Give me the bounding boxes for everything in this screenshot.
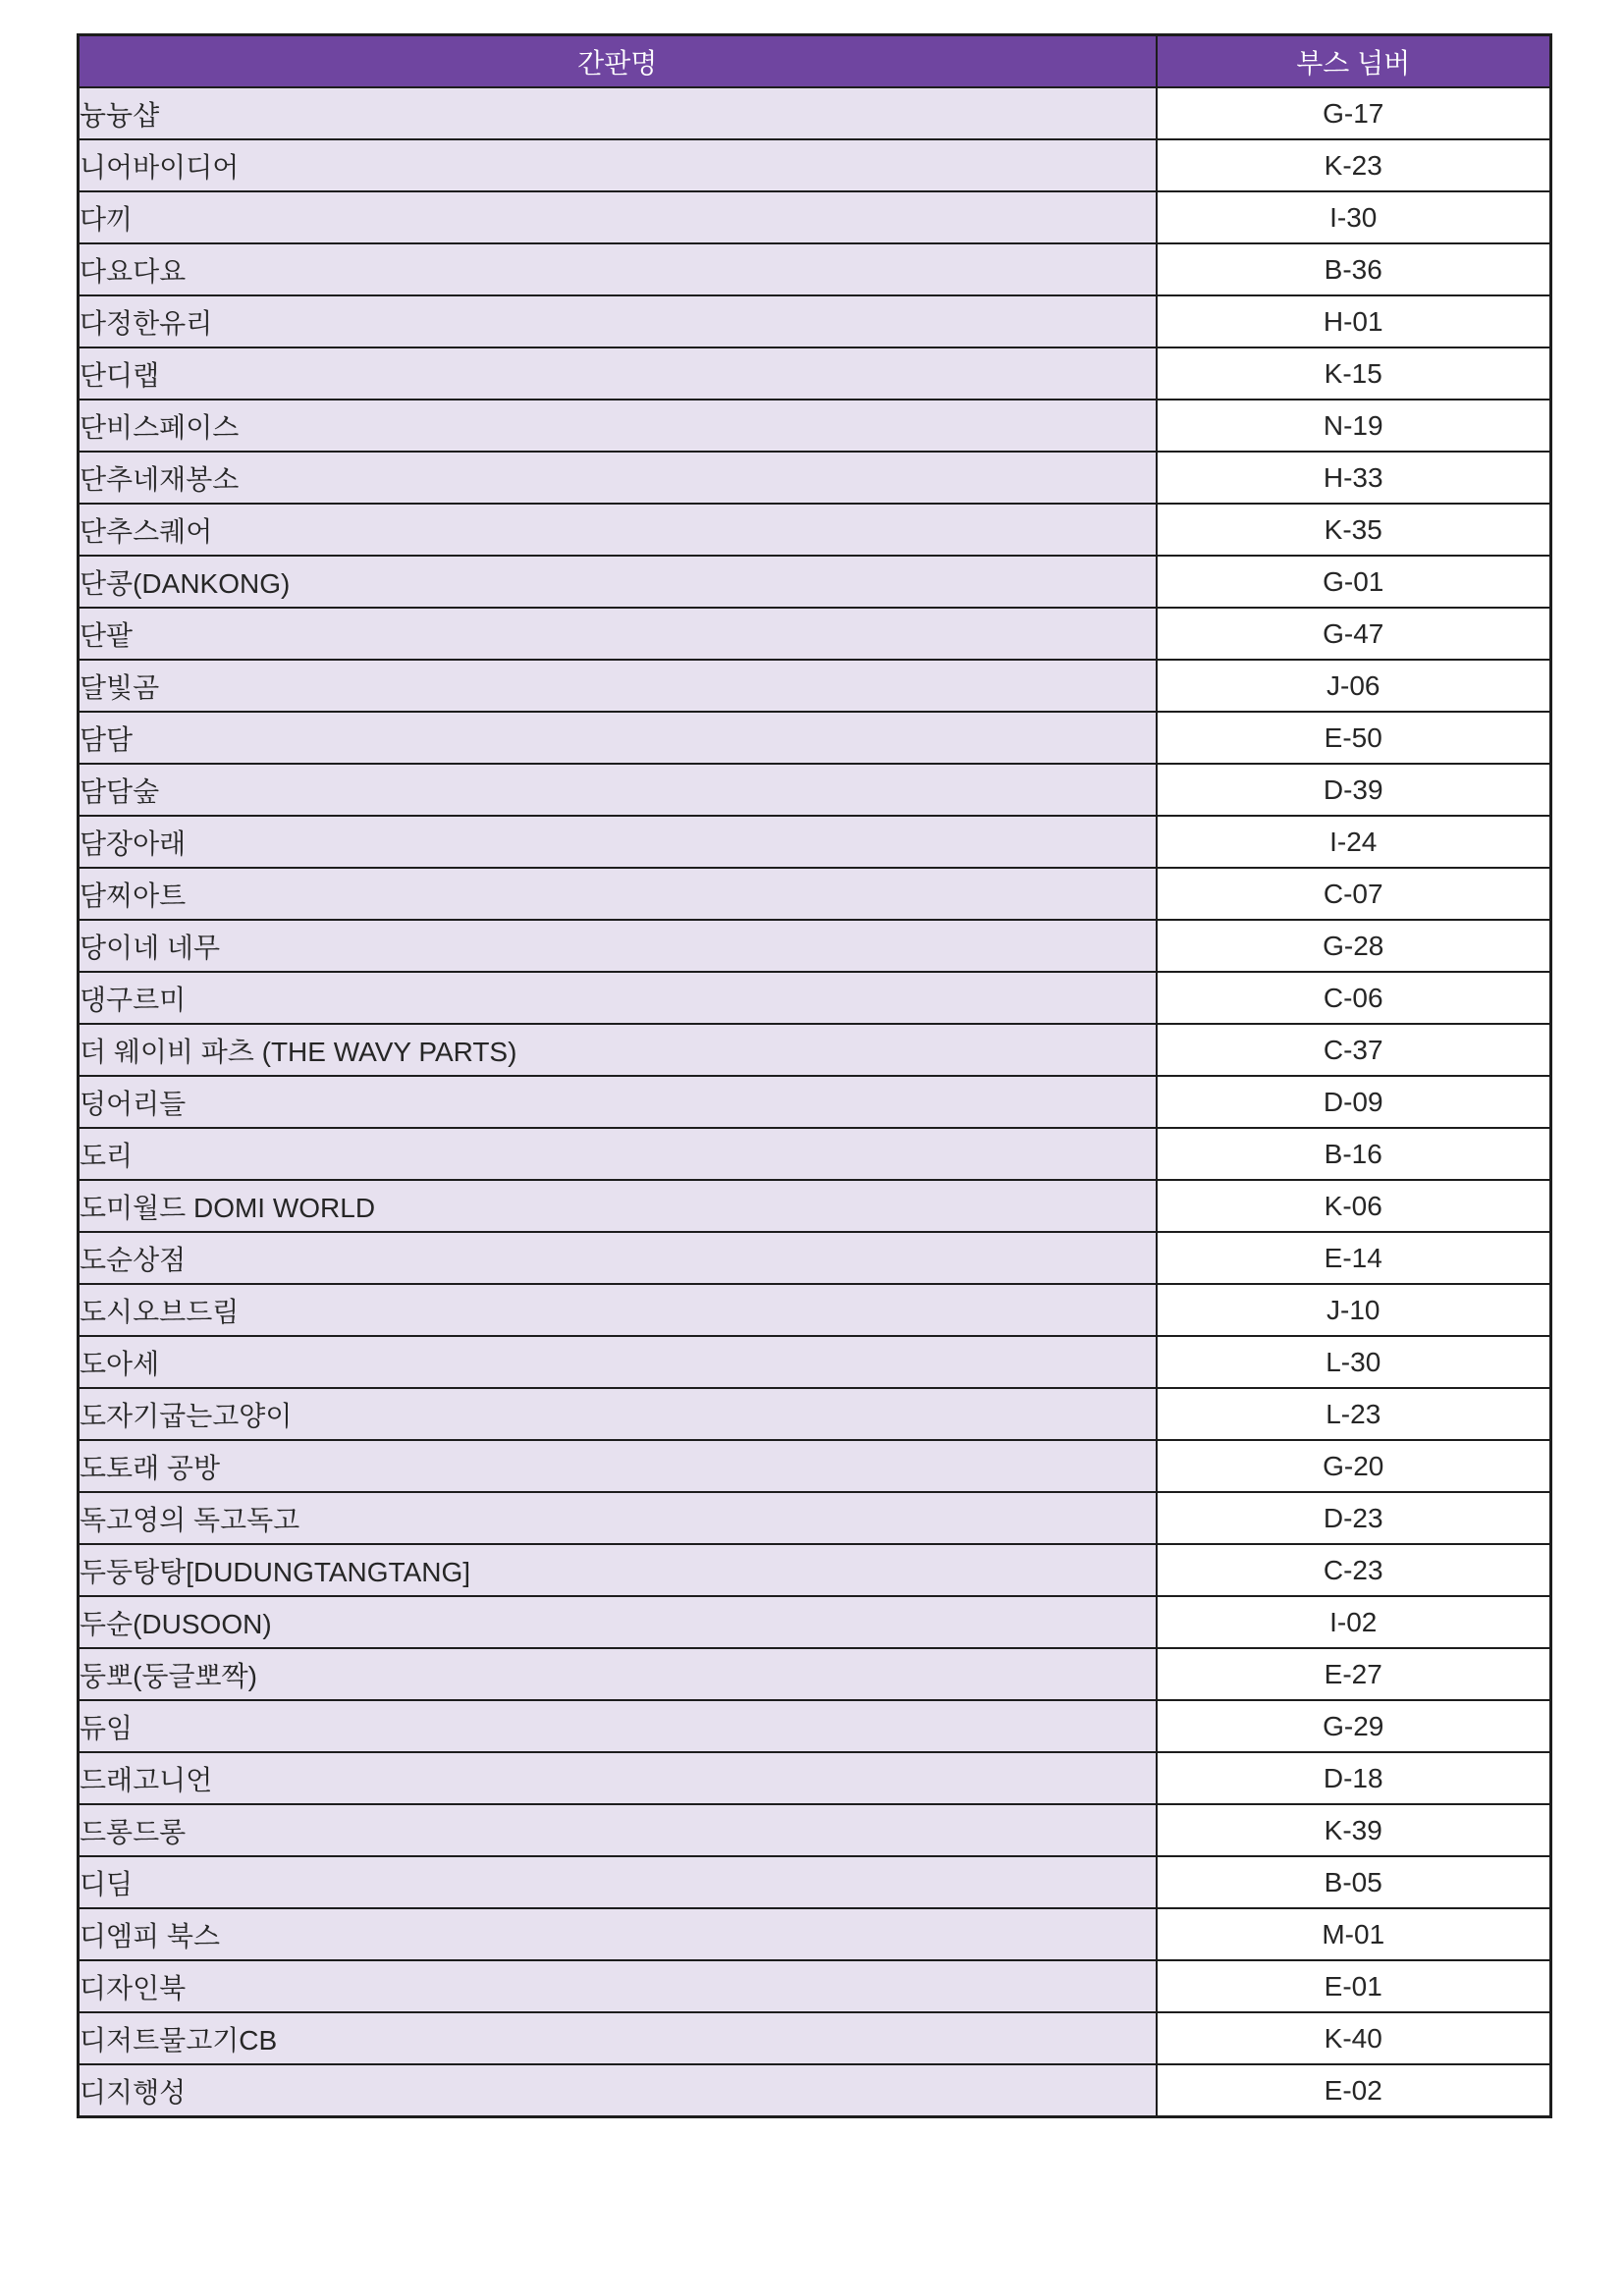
table-row xyxy=(79,1908,1551,1960)
booth-number-cell: E-02 xyxy=(1157,2064,1551,2117)
booth-number-cell: J-10 xyxy=(1157,1284,1551,1336)
booth-number-cell: I-30 xyxy=(1157,191,1551,243)
booth-number-cell: D-18 xyxy=(1157,1752,1551,1804)
table-row xyxy=(79,1648,1551,1700)
booth-name-cell: 담장아래 xyxy=(79,816,1157,868)
booth-name-cell: 디자인북 xyxy=(79,1960,1157,2012)
booth-number-cell: C-23 xyxy=(1157,1544,1551,1596)
booth-number-cell: E-27 xyxy=(1157,1648,1551,1700)
booth-number-cell: K-15 xyxy=(1157,347,1551,400)
booth-number-cell: G-20 xyxy=(1157,1440,1551,1492)
table-row xyxy=(79,2064,1551,2117)
table-row xyxy=(79,660,1551,712)
booth-name-cell: 도순상점 xyxy=(79,1232,1157,1284)
booth-name-cell: 두둥탕탕[DUDUNGTANGTANG] xyxy=(79,1544,1157,1596)
booth-number-cell: I-24 xyxy=(1157,816,1551,868)
booth-name-cell: 다끼 xyxy=(79,191,1157,243)
table-row xyxy=(79,1544,1551,1596)
table-row xyxy=(79,1284,1551,1336)
booth-number-cell: B-05 xyxy=(1157,1856,1551,1908)
table-row xyxy=(79,1752,1551,1804)
table-row xyxy=(79,1492,1551,1544)
booth-number-cell: C-07 xyxy=(1157,868,1551,920)
booth-name-cell: 두순(DUSOON) xyxy=(79,1596,1157,1648)
table-row xyxy=(79,712,1551,764)
table-row xyxy=(79,1960,1551,2012)
booth-number-cell: N-19 xyxy=(1157,400,1551,452)
table-row xyxy=(79,1804,1551,1856)
booth-number-cell: B-36 xyxy=(1157,243,1551,295)
booth-name-cell: 늉늉샵 xyxy=(79,87,1157,139)
booth-name-cell: 단추스퀘어 xyxy=(79,504,1157,556)
booth-name-cell: 도자기굽는고양이 xyxy=(79,1388,1157,1440)
booth-name-cell: 담담 xyxy=(79,712,1157,764)
booth-name-cell: 도미월드 DOMI WORLD xyxy=(79,1180,1157,1232)
table-row xyxy=(79,764,1551,816)
booth-number-cell: G-47 xyxy=(1157,608,1551,660)
booth-name-cell: 도리 xyxy=(79,1128,1157,1180)
booth-name-cell: 단추네재봉소 xyxy=(79,452,1157,504)
booth-name-cell: 댕구르미 xyxy=(79,972,1157,1024)
booth-number-cell: E-14 xyxy=(1157,1232,1551,1284)
booth-number-cell: M-01 xyxy=(1157,1908,1551,1960)
table-row xyxy=(79,2012,1551,2064)
booth-name-cell: 단콩(DANKONG) xyxy=(79,556,1157,608)
table-row xyxy=(79,400,1551,452)
booth-number-cell: K-39 xyxy=(1157,1804,1551,1856)
booth-number-cell: K-06 xyxy=(1157,1180,1551,1232)
booth-name-cell: 도아세 xyxy=(79,1336,1157,1388)
booth-name-cell: 다요다요 xyxy=(79,243,1157,295)
table-row xyxy=(79,452,1551,504)
table-row xyxy=(79,243,1551,295)
booth-name-cell: 도토래 공방 xyxy=(79,1440,1157,1492)
booth-number-cell: K-35 xyxy=(1157,504,1551,556)
booth-name-cell: 단비스페이스 xyxy=(79,400,1157,452)
table-row xyxy=(79,1856,1551,1908)
table-row xyxy=(79,191,1551,243)
booth-number-cell: G-01 xyxy=(1157,556,1551,608)
booth-number-cell: C-37 xyxy=(1157,1024,1551,1076)
booth-number-cell: H-01 xyxy=(1157,295,1551,347)
booth-name-cell: 독고영의 독고독고 xyxy=(79,1492,1157,1544)
booth-number-cell: L-30 xyxy=(1157,1336,1551,1388)
booth-name-cell: 디딤 xyxy=(79,1856,1157,1908)
booth-number-cell: B-16 xyxy=(1157,1128,1551,1180)
table-row xyxy=(79,504,1551,556)
table-row xyxy=(79,1700,1551,1752)
booth-number-cell: K-23 xyxy=(1157,139,1551,191)
booth-name-cell: 단팥 xyxy=(79,608,1157,660)
booth-number-cell: G-28 xyxy=(1157,920,1551,972)
booth-number-cell: C-06 xyxy=(1157,972,1551,1024)
booth-name-cell: 드롱드롱 xyxy=(79,1804,1157,1856)
booth-name-cell: 디지행성 xyxy=(79,2064,1157,2117)
booth-number-cell: E-01 xyxy=(1157,1960,1551,2012)
booth-name-cell: 드래고니언 xyxy=(79,1752,1157,1804)
booth-name-cell: 더 웨이비 파츠 (THE WAVY PARTS) xyxy=(79,1024,1157,1076)
table-row xyxy=(79,139,1551,191)
table-row xyxy=(79,868,1551,920)
table-row xyxy=(79,1128,1551,1180)
booth-name-cell: 단디랩 xyxy=(79,347,1157,400)
booth-name-cell: 달빛곰 xyxy=(79,660,1157,712)
booth-number-cell: J-06 xyxy=(1157,660,1551,712)
booth-number-cell: G-17 xyxy=(1157,87,1551,139)
booth-number-cell: G-29 xyxy=(1157,1700,1551,1752)
table-row xyxy=(79,972,1551,1024)
table-row xyxy=(79,556,1551,608)
booth-name-cell: 둥뽀(둥글뽀짝) xyxy=(79,1648,1157,1700)
booth-number-cell: E-50 xyxy=(1157,712,1551,764)
booth-number-cell: D-23 xyxy=(1157,1492,1551,1544)
booth-name-cell: 니어바이디어 xyxy=(79,139,1157,191)
booth-number-cell: K-40 xyxy=(1157,2012,1551,2064)
booth-number-cell: I-02 xyxy=(1157,1596,1551,1648)
booth-name-cell: 도시오브드림 xyxy=(79,1284,1157,1336)
table-row xyxy=(79,1232,1551,1284)
booth-name-cell: 담찌아트 xyxy=(79,868,1157,920)
table-row xyxy=(79,816,1551,868)
booth-number-cell: L-23 xyxy=(1157,1388,1551,1440)
table-row xyxy=(79,347,1551,400)
booth-name-cell: 덩어리들 xyxy=(79,1076,1157,1128)
table-row xyxy=(79,1440,1551,1492)
table-row xyxy=(79,920,1551,972)
header-row xyxy=(79,35,1551,88)
column-header-name: 간판명 xyxy=(79,35,1157,88)
table-header xyxy=(79,35,1551,88)
table-row xyxy=(79,1596,1551,1648)
booth-name-cell: 당이네 네무 xyxy=(79,920,1157,972)
booth-number-cell: H-33 xyxy=(1157,452,1551,504)
booth-name-cell: 다정한유리 xyxy=(79,295,1157,347)
booth-table xyxy=(77,33,1552,2118)
booth-number-cell: D-39 xyxy=(1157,764,1551,816)
table-row xyxy=(79,87,1551,139)
table-row xyxy=(79,1336,1551,1388)
booth-number-cell: D-09 xyxy=(1157,1076,1551,1128)
table-row xyxy=(79,1388,1551,1440)
booth-table-body xyxy=(79,87,1551,2117)
booth-name-cell: 담담숲 xyxy=(79,764,1157,816)
table-row xyxy=(79,1180,1551,1232)
table-row xyxy=(79,295,1551,347)
booth-name-cell: 디저트물고기CB xyxy=(79,2012,1157,2064)
table-row xyxy=(79,1024,1551,1076)
table-row xyxy=(79,1076,1551,1128)
column-header-booth-number: 부스 넘버 xyxy=(1157,35,1551,88)
booth-list-page xyxy=(77,33,1549,2118)
booth-name-cell: 디엠피 북스 xyxy=(79,1908,1157,1960)
booth-name-cell: 듀임 xyxy=(79,1700,1157,1752)
table-row xyxy=(79,608,1551,660)
